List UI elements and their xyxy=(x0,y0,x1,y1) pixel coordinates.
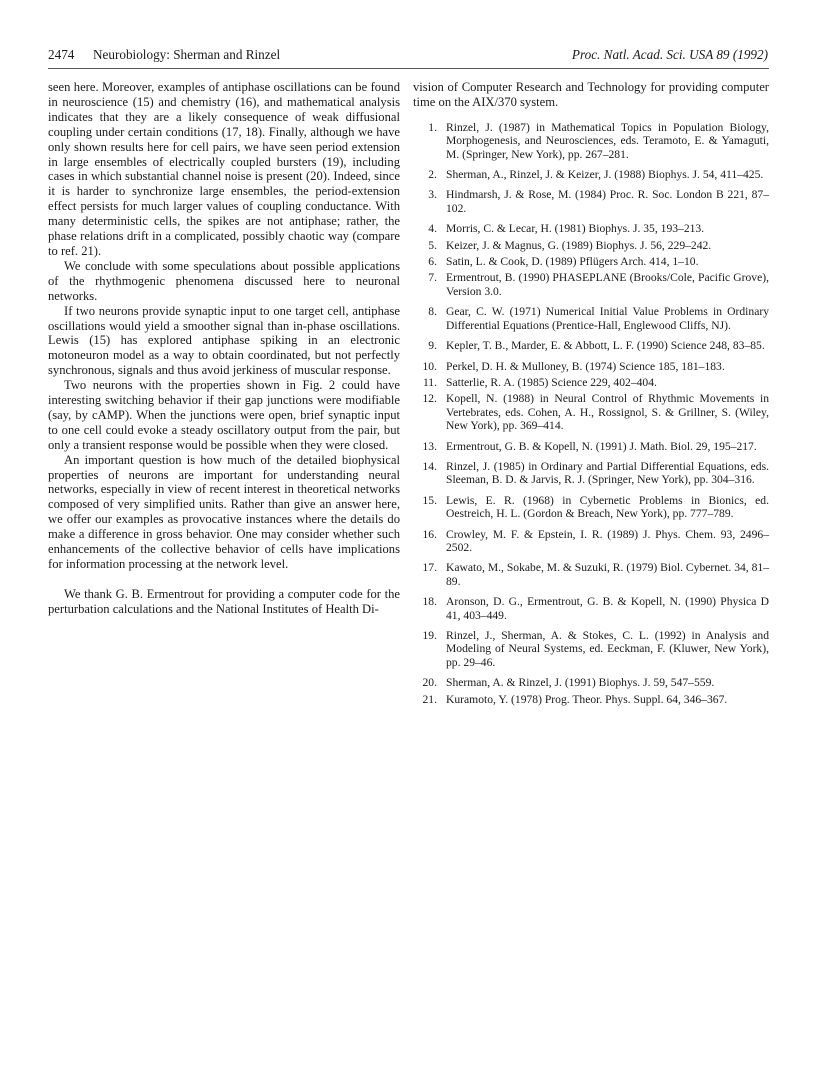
page-number: 2474 xyxy=(48,47,75,62)
reference-item xyxy=(413,188,769,215)
reference-item xyxy=(413,271,769,298)
reference-text: Satin, L. & Cook, D. (1989) Pflügers Arch. 414, 1–10. xyxy=(446,255,699,269)
section-title: Neurobiology: Sherman and Rinzel xyxy=(93,47,281,62)
reference-item xyxy=(413,595,769,622)
body-paragraph: An important question is how much of the detailed biophysical properties of neurons are important for understanding neural networks, especially in view of recent interest in theoretical networks composed of very simplified units. Rather than give an answer here, we offer our examples as provocative instances where the details do make a difference in gross behavior. One may consider whether such enhancements of the collective behavior of cells have implications for information processing at the network level. xyxy=(48,452,400,571)
reference-text: Morris, C. & Lecar, H. (1981) Biophys. J. 35, 193–213. xyxy=(446,222,705,236)
reference-item xyxy=(413,305,769,332)
reference-number: 3. xyxy=(428,188,437,202)
acknowledgment: We thank G. B. Ermentrout for providing a computer code for the perturbation calculations and the National Institutes of Health Di- xyxy=(48,586,400,616)
reference-text: Aronson, D. G., Ermentrout, G. B. & Kopell, N. (1990) Physica D 41, 403–449. xyxy=(446,595,769,622)
left-column xyxy=(48,80,400,617)
header-rule xyxy=(48,68,769,69)
reference-number: 14. xyxy=(422,459,437,473)
reference-number: 19. xyxy=(422,629,437,642)
reference-item xyxy=(413,360,769,373)
right-column xyxy=(413,80,769,709)
reference-number: 5. xyxy=(428,238,437,252)
reference-item xyxy=(413,239,769,252)
reference-text: Kopell, N. (1988) in Neural Control of Rhythmic Movements in Vertebrates, eds. Cohen, A. H., Rossignol, S. & Grillner, S. (Wiley, New York), pp. 369–414. xyxy=(446,392,769,433)
reference-text: Perkel, D. H. & Mulloney, B. (1974) Science 185, 181–183. xyxy=(446,359,725,373)
reference-text: Gear, C. W. (1971) Numerical Initial Value Problems in Ordinary Differential Equations (Prentice-Hall, Englewood Cliffs, NJ). xyxy=(446,305,769,332)
reference-text: Rinzel, J. (1985) in Ordinary and Partial Differential Equations, eds. Sleeman, B. D. & Jarvis, R. J. (Springer, New York), pp. 304–316. xyxy=(446,459,769,487)
reference-item xyxy=(413,460,769,487)
reference-text: Sherman, A., Rinzel, J. & Keizer, J. (1988) Biophys. J. 54, 411–425. xyxy=(446,168,764,182)
reference-number: 21. xyxy=(422,692,437,706)
reference-item xyxy=(413,222,769,235)
reference-item xyxy=(413,440,769,453)
reference-number: 11. xyxy=(422,375,437,389)
reference-item xyxy=(413,255,769,268)
reference-item xyxy=(413,168,769,181)
reference-number: 12. xyxy=(422,392,437,406)
reference-item xyxy=(413,693,769,706)
reference-number: 16. xyxy=(422,527,437,541)
body-paragraph: We conclude with some speculations about possible applications of the rhythmogenic phenomena discussed here to neuronal networks. xyxy=(48,258,400,303)
reference-text: Rinzel, J., Sherman, A. & Stokes, C. L. (1992) in Analysis and Modeling of Neural Systems, ed. Eeckman, F. (Kluwer, New York), pp. 29–46. xyxy=(446,629,769,669)
reference-item xyxy=(413,528,769,555)
reference-number: 20. xyxy=(422,676,437,690)
reference-item xyxy=(413,376,769,389)
body-paragraph: If two neurons provide synaptic input to one target cell, antiphase oscillations would yield a smoother signal than in-phase oscillations. Lewis (15) has explored antiphase spiking in an electronic motoneuron model as a way to obtain coordinated, but not perfectly synchronous, signals and thus avoid jerkiness of muscular response. xyxy=(48,303,400,378)
reference-number: 10. xyxy=(422,359,437,373)
reference-text: Ermentrout, B. (1990) PHASEPLANE (Brooks/Cole, Pacific Grove), Version 3.0. xyxy=(446,271,769,298)
reference-item xyxy=(413,392,769,432)
reference-text: Sherman, A. & Rinzel, J. (1991) Biophys. J. 59, 547–559. xyxy=(446,676,715,690)
reference-number: 7. xyxy=(428,271,437,285)
reference-text: Rinzel, J. (1987) in Mathematical Topics in Population Biology, Morphogenesis, and Neurosciences, eds. Teramoto, E. & Yamaguti, M. (Springer, New York), pp. 267–281. xyxy=(446,120,769,161)
reference-text: Keizer, J. & Magnus, G. (1989) Biophys. J. 56, 229–242. xyxy=(446,238,712,252)
reference-text: Crowley, M. F. & Epstein, I. R. (1989) J. Phys. Chem. 93, 2496–2502. xyxy=(446,527,769,554)
reference-item xyxy=(413,339,769,352)
reference-number: 6. xyxy=(428,255,437,269)
reference-text: Ermentrout, G. B. & Kopell, N. (1991) J. Math. Biol. 29, 195–217. xyxy=(446,439,757,453)
acknowledgment-continued: vision of Computer Research and Technology for providing computer time on the AIX/370 system. xyxy=(413,80,769,109)
reference-text: Kuramoto, Y. (1978) Prog. Theor. Phys. Suppl. 64, 346–367. xyxy=(446,692,728,706)
running-header xyxy=(48,47,768,65)
reference-item xyxy=(413,121,769,161)
journal-citation: Proc. Natl. Acad. Sci. USA 89 (1992) xyxy=(571,47,768,62)
reference-text: Satterlie, R. A. (1985) Science 229, 402–404. xyxy=(446,375,657,389)
reference-number: 4. xyxy=(428,222,437,236)
reference-number: 2. xyxy=(428,168,437,182)
reference-text: Kawato, M., Sokabe, M. & Suzuki, R. (1979) Biol. Cybernet. 34, 81–89. xyxy=(446,561,769,588)
reference-number: 8. xyxy=(428,305,437,319)
reference-number: 15. xyxy=(422,493,437,507)
reference-item xyxy=(413,629,769,669)
reference-number: 1. xyxy=(428,120,437,134)
reference-number: 18. xyxy=(422,595,437,609)
body-paragraph: Two neurons with the properties shown in Fig. 2 could have interesting switching behavior if their gap junctions were modifiable (say, by cAMP). When the junctions were open, brief synaptic input to one cell could evoke a steady oscillatory output from the pair, but only a transient response would be possible when they were closed. xyxy=(48,378,400,452)
reference-number: 17. xyxy=(422,561,437,575)
reference-text: Kepler, T. B., Marder, E. & Abbott, L. F. (1990) Science 248, 83–85. xyxy=(446,339,765,353)
reference-item xyxy=(413,676,769,689)
reference-number: 13. xyxy=(422,439,437,453)
reference-number: 9. xyxy=(428,339,437,353)
reference-list xyxy=(413,121,769,706)
reference-text: Lewis, E. R. (1968) in Cybernetic Problems in Bionics, ed. Oestreich, H. L. (Gordon & Breach, New York), pp. 777–789. xyxy=(446,493,769,521)
body-paragraph: seen here. Moreover, examples of antiphase oscillations can be found in neuroscience (15) and chemistry (16), and mathematical analysis indicates that they are a likely consequence of weak diffusional coupling under certain conditions (17, 18). Finally, although we have only shown results here for cell pairs, we have seen period extension in large ensembles of electrically coupled bursters (19), including cases in which substantial channel noise is present (20). Indeed, since it is harder to synchronize large ensembles, the period-extension effect persists for much larger values of coupling conductance. With many deterministic cells, the spikes are not antiphase; rather, the phase relations drift in a complicated, possibly chaotic way (compare to ref. 21). xyxy=(48,80,400,258)
reference-item xyxy=(413,494,769,521)
reference-item xyxy=(413,561,769,588)
reference-text: Hindmarsh, J. & Rose, M. (1984) Proc. R. Soc. London B 221, 87–102. xyxy=(446,188,769,215)
